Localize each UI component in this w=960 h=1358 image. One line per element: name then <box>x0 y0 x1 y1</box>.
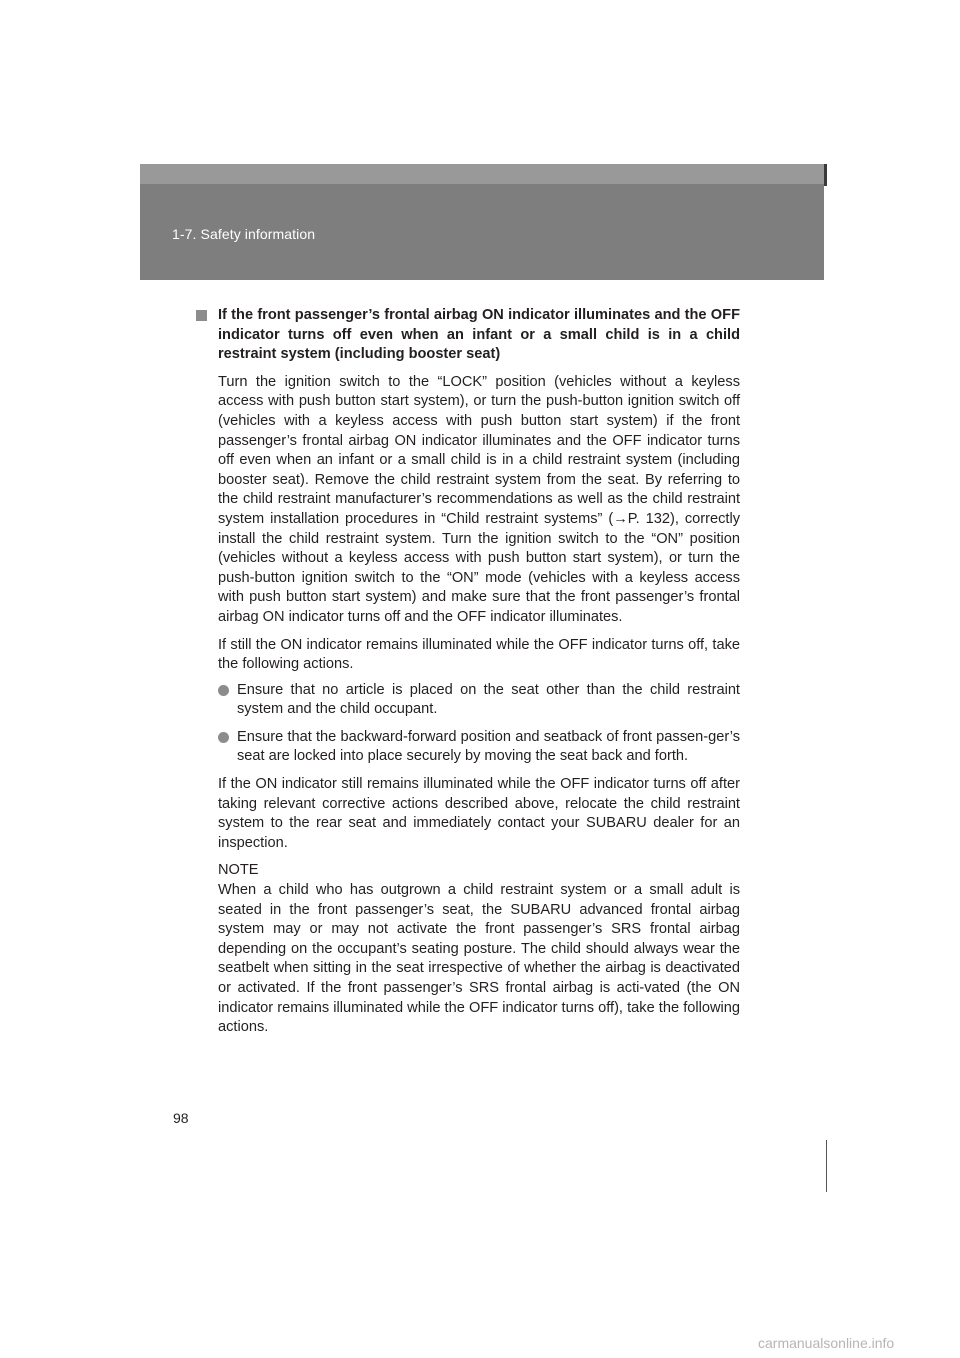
list-item <box>218 728 740 767</box>
square-bullet-icon <box>196 310 207 321</box>
corrective-action-paragraph: If the ON indicator still remains illuminated while the OFF indicator turns off after taking relevant corrective actions described above, relocate the child restraint system to the rear seat and immediately contact your SUBARU dealer for an inspection. <box>218 776 740 851</box>
margin-tick-mark <box>826 1140 827 1192</box>
list-item-text: Ensure that the backward-forward position and seatback of front passen-ger’s seat are locked into place securely by moving the seat back and forth. <box>237 728 740 765</box>
watermark-text: carmanualsonline.info <box>758 1335 895 1351</box>
section-header-band <box>140 164 824 280</box>
header-corner-mark <box>824 164 827 186</box>
followup-paragraph: If still the ON indicator remains illuminated while the OFF indicator turns off, take the following actions. <box>218 636 740 673</box>
page-number: 98 <box>173 1110 189 1126</box>
header-top-strip <box>140 164 824 184</box>
circle-bullet-icon <box>218 685 229 696</box>
page-content <box>196 306 740 1046</box>
section-title: 1-7. Safety information <box>172 226 316 242</box>
instruction-paragraph: Turn the ignition switch to the “LOCK” position (vehicles without a keyless access with push button start system), or turn the push-button ignition switch off (vehicles with a keyless access with push button start system) if the front passenger’s frontal airbag ON indicator illuminates and the OFF indicator turns off even when an infant or a small child is in a child restraint system (including booster seat). Remove the child restraint system from the seat. By referring to the child restraint manufacturer’s recommendations as well as the child restraint system installation procedures in “Child restraint systems” (→P. 132), correctly install the child restraint system. Turn the ignition switch to the “ON” position (vehicles without a keyless access with push button start system), or turn the push-button ignition switch to the “ON” mode (vehicles with a keyless access with push button start system) and make sure that the front passenger’s frontal airbag ON indicator turns off and the OFF indicator illuminates. <box>218 373 740 625</box>
list-item-text: Ensure that no article is placed on the seat other than the child restraint system and the child occupant. <box>237 681 740 718</box>
list-item <box>218 681 740 720</box>
note-label: NOTE <box>218 862 259 879</box>
note-text: When a child who has outgrown a child restraint system or a small adult is seated in the front passenger’s seat, the SUBARU advanced frontal airbag system may or may not activate the front passenger’s SRS frontal airbag depending on the occupant’s seating posture. The child should always wear the seatbelt when sitting in the seat irrespective of whether the airbag is deactivated or activated. If the front passenger’s SRS frontal airbag is acti-vated (the ON indicator remains illuminated while the OFF indicator turns off), take the following actions. <box>218 882 740 1036</box>
circle-bullet-icon <box>218 732 229 743</box>
topic-heading <box>196 306 740 365</box>
topic-heading-text: If the front passenger’s frontal airbag ON indicator illuminates and the OFF indicator turns off even when an infant or a small child is in a child restraint system (including booster seat) <box>218 307 740 363</box>
